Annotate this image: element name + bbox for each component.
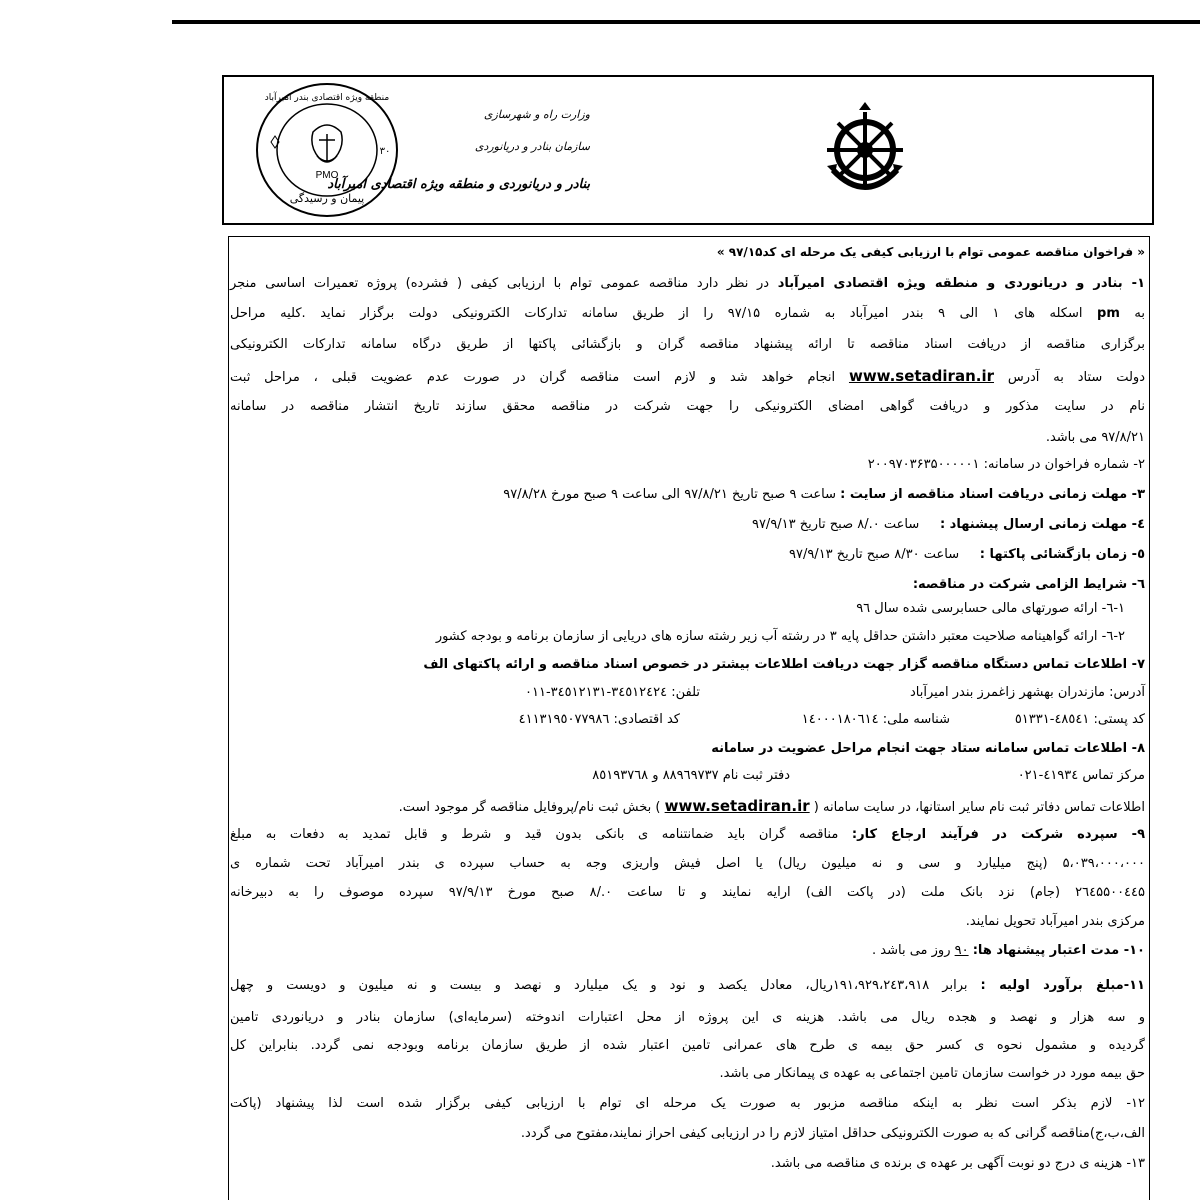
stamp-bottom-text: پیمان و رسیدگی [289,192,365,205]
section-9-line-2: ۵،۰۳۹،۰۰۰،۰۰۰ (پنج میلیارد و سی و نه میلیون ریال) یا اصل فیش واریزی وجه به حساب سپرده ی بندر امیرآباد تحت شماره ی [230,856,1145,871]
top-rule [172,20,1200,24]
section-6: ٦- شرایط الزامی شرکت در مناقصه: [912,577,1145,592]
call-center: مرکز تماس ٤۱۹۳٤-۰۲۱ [1017,768,1145,783]
section-2: ۲- شماره فراخوان در سامانه: ۲۰۰۹۷۰۳۶۳۵۰۰۰۰۰۱ [867,457,1145,472]
section-8-note: اطلاعات تماس دفاتر ثبت نام سایر استانها، در سایت سامانه ( www.setadiran.ir ) بخش ثبت نام/پروفایل مناقصه گر موجود است. [398,797,1145,815]
section-7: ۷- اطلاعات تماس دستگاه مناقصه گزار جهت دریافت اطلاعات بیشتر در خصوص اسناد مناقصه و ارائه پاکتهای الف [423,657,1145,672]
section-1-line-6: ۹۷/۸/۲۱ می باشد. [1045,430,1145,445]
postal-code: کد پستی: ٤٨٥٤١-٥١٣٣١ [1014,712,1145,727]
section-1-line-1: ۱- بنادر و دریانوردی و منطقه ویژه اقتصادی امیرآباد در نظر دارد مناقصه عمومی توام با ارزیابی کیفی ( فشرده) پروژه تعمیرات اساسی منجر [230,276,1145,291]
section-11-line-1: ۱۱-مبلغ برآورد اولیه : برابر ۱۹۱،۹۲۹،۲٤۳،۹۱۸ریال، معادل یکصد و نود و یک میلیارد و نهصد و بیست و نه میلیون و دویست و چهل [230,978,1145,993]
section-9-line-1: ۹- سپرده شرکت در فرآیند ارجاع کار: مناقصه گران باید ضمانتنامه ی بانکی بدون قید و شرط و قابل تمدید به دفعات به مبلغ [230,827,1145,842]
section-13: ۱۳- هزینه ی درج دو نوبت آگهی بر عهده ی برنده ی مناقصه می باشد. [770,1156,1145,1171]
section-4: ٤- مهلت زمانی ارسال پیشنهاد : ساعت ۰./۸ صبح تاریخ ۹۷/۹/۱۳ [751,517,1145,532]
section-5: ٥- زمان بازگشائی پاکتها : ساعت ۸/۳۰ صبح تاریخ ۹۷/۹/۱۳ [788,547,1145,562]
section-3: ۳- مهلت زمانی دریافت اسناد مناقصه از سایت : ساعت ۹ صبح تاریخ ۹۷/۸/۲۱ الی ساعت ۹ صبح مورخ ۹۷/۸/۲۸ [503,487,1145,502]
section-11-line-3: گردیده و مشمول نحوه ی کسر حق بیمه ی طرح های عمرانی تامین اعتبار شده از طریق سازمان برنامه وبودجه نمی گردد. بنابراین کل [230,1038,1145,1053]
section-1-line-5: نام در سایت مذکور و دریافت گواهی امضای الکترونیکی را جهت شرکت در مناقصه محقق سازند تاریخ انتشار مناقصه در سامانه [230,399,1145,414]
setadiran-link-2[interactable]: www.setadiran.ir [664,797,810,815]
section-10: ۱۰- مدت اعتبار پیشنهاد ها: ۹۰ روز می باشد . [872,943,1145,958]
contact-address: آدرس: مازندران بهشهر زاغمرز بندر امیرآباد [910,685,1145,700]
anchor-helm-emblem [815,100,915,200]
stamp-top-text: منطقه ویژه اقتصادی بندر امیرآباد [264,93,390,103]
section-12-line-2: الف،ب،ج)مناقصه گرانی که به صورت الکترونیکی حداقل امتیاز لازم را در ارزیابی کیفی احراز نمایند،مفتوح می گردد. [520,1126,1145,1141]
section-9-line-4: مرکزی بندر امیرآباد تحویل نمایند. [965,914,1145,929]
section-11-line-4: حق بیمه مورد در خواست سازمان تامین اجتماعی به عهده ی پیمانکار می باشد. [719,1066,1145,1081]
section-8: ۸- اطلاعات تماس سامانه ستاد جهت انجام مراحل عضویت در سامانه [711,741,1145,756]
port-authority-name: بنادر و دریانوردی و منطقه ویژه اقتصادی امیرآباد [327,177,590,192]
section-6-2: ۲-٦- ارائه گواهینامه صلاحیت معتبر داشتن حداقل پایه ۳ در رشته آب زیر رشته سازه های دریایی از سازمان برنامه و بودجه کشور [435,629,1125,644]
section-9-line-3: ۲٦٤۵۵۰۰٤٤۵ (جام) نزد بانک ملت (در پاکت الف) ارایه نمایند و تا ساعت ۰./۸ صبح مورخ ۹۷/۹/۱۳ سپرده موصوف را به دبیرخانه [230,885,1145,900]
section-12-line-1: ۱۲- لازم بذکر است نظر به اینکه مناقصه مزبور به صورت یک مرحله ای توام با ارزیابی کیفی برگزار شده است لذا پیشنهاد (پاکت [230,1096,1145,1111]
section-11-line-2: و سه هزار و نهصد و هجده ریال می باشد. هزینه ی این پروژه از محل اعتبارات اندوخته (سرمایه‌ای) سازمان بنادر و دریانوردی تامین [230,1010,1145,1025]
section-1-line-2: به pm اسکله های ۱ الی ۹ بندر امیرآباد به شماره ۹۷/۱۵ را از طریق سامانه تدارکات الکترونیکی دولت برگزار نماید .کلیه مراحل [230,306,1145,321]
registration-office: دفتر ثبت نام ۸۸۹٦۹۷۳۷ و ۸٥۱۹۳۷٦۸ [592,768,790,783]
national-id: شناسه ملی: ۱٤۰۰۰۱۸۰٦۱٤ [801,712,950,727]
economic-code: کد اقتصادی: ٤١١٣١٩٥٠٧٧٩٨٦ [518,712,680,727]
notice-title: « فراخوان مناقصه عمومی توام با ارزیابی کیفی یک مرحله ای کد۹۷/۱۵ » [716,245,1145,259]
seal-stamp [253,80,401,220]
section-6-1: ۱-٦- ارائه صورتهای مالی حسابرسی شده سال ۹٦ [856,601,1125,616]
setadiran-link[interactable]: www.setadiran.ir [848,367,994,385]
stamp-number: ۳۰ [379,146,391,157]
contact-phone: تلفن: ۳٤٥۱۲٤۲٤-۳٤٥۱۲۱۳۱-۰۱۱ [525,685,700,700]
section-1-line-3: برگزاری مناقصه از دریافت اسناد مناقصه تا ارائه پیشنهاد مناقصه گران و بازگشائی پاکتها از طریق درگاه سامانه تدارکات الکترونیکی [230,337,1145,352]
section-1-line-4: دولت ستاد به آدرس www.setadiran.ir انجام خواهد شد و لازم است مناقصه گران در صورت عدم عضویت قبلی ، مراحل ثبت [230,367,1145,385]
ministry-name: وزارت راه و شهرسازی [483,108,590,121]
stamp-code: PMO [315,170,339,181]
organization-name: سازمان بنادر و دریانوردی [474,140,590,153]
